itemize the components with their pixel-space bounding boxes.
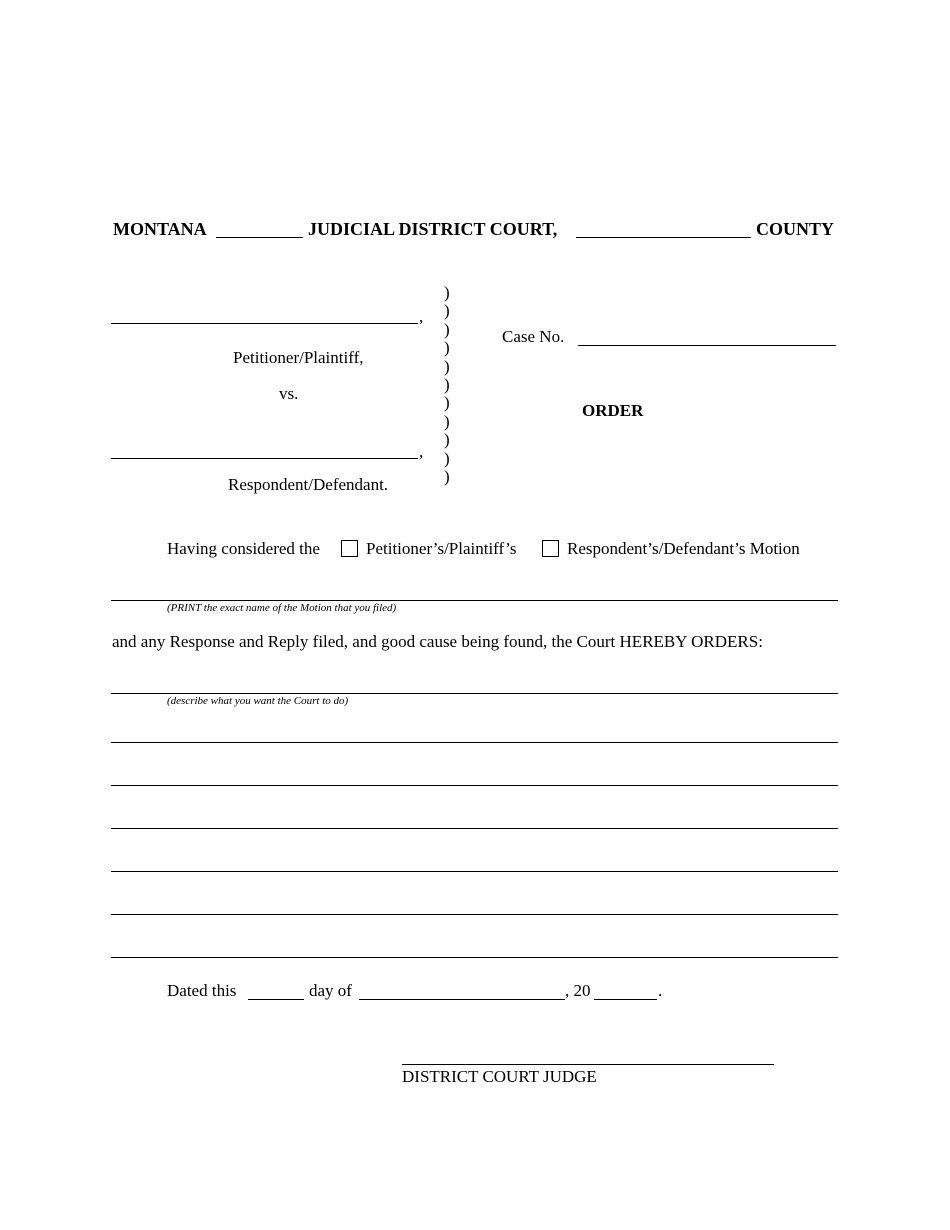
caption-divider (444, 284, 458, 486)
order-line[interactable] (111, 871, 838, 872)
versus-label: vs. (279, 384, 299, 403)
petitioner-option-label: Petitioner’s/Plaintiff’s (366, 539, 517, 558)
document-title: ORDER (582, 401, 644, 420)
county-name-blank[interactable] (576, 237, 751, 238)
case-no-label: Case No. (502, 327, 565, 346)
respondent-motion-checkbox[interactable] (542, 540, 559, 557)
order-line[interactable] (111, 957, 838, 958)
respondent-name-blank[interactable] (111, 458, 418, 459)
case-number-blank[interactable] (578, 345, 836, 346)
caption-paren: ) (444, 301, 450, 321)
motion-name-field[interactable] (111, 600, 838, 601)
petitioner-name-blank[interactable] (111, 323, 418, 324)
caption-paren: ) (444, 430, 450, 450)
respondent-label: Respondent/Defendant. (228, 475, 389, 494)
order-hint: (describe what you want the Court to do) (167, 695, 349, 707)
caption-paren: ) (444, 375, 450, 395)
judge-signature-line[interactable] (402, 1064, 774, 1065)
caption-paren: ) (444, 319, 450, 339)
having-considered-text: Having considered the (167, 539, 320, 558)
caption-paren: ) (444, 283, 450, 302)
order-line[interactable] (111, 742, 838, 743)
header-montana: MONTANA (113, 219, 207, 239)
petitioner-label: Petitioner/Plaintiff, (233, 348, 364, 367)
month-blank[interactable] (359, 999, 565, 1000)
caption-paren: ) (444, 356, 450, 376)
order-line[interactable] (111, 828, 838, 829)
judge-signature-label: DISTRICT COURT JUDGE (402, 1067, 597, 1086)
petitioner-comma: , (419, 307, 424, 326)
caption-paren: ) (444, 467, 450, 487)
response-sentence: and any Response and Reply filed, and good cause being found, the Court HEREBY ORDERS: (112, 632, 763, 651)
order-line[interactable] (111, 693, 838, 694)
motion-hint: (PRINT the exact name of the Motion that you filed) (167, 602, 397, 614)
order-line[interactable] (111, 785, 838, 786)
caption-paren: ) (444, 338, 450, 358)
caption-paren: ) (444, 448, 450, 468)
header-court: JUDICIAL DISTRICT COURT, (308, 219, 558, 239)
petitioner-motion-checkbox[interactable] (341, 540, 358, 557)
caption-paren: ) (444, 393, 450, 413)
respondent-option-label: Respondent’s/Defendant’s Motion (567, 539, 800, 558)
year-prefix: , 20 (565, 981, 591, 1000)
dated-period: . (658, 981, 663, 1000)
judicial-district-blank[interactable] (216, 237, 303, 238)
day-of-text: day of (309, 981, 352, 1000)
respondent-comma: , (419, 442, 424, 461)
caption-paren: ) (444, 411, 450, 431)
day-blank[interactable] (248, 999, 304, 1000)
order-line[interactable] (111, 914, 838, 915)
year-blank[interactable] (594, 999, 657, 1000)
dated-prefix: Dated this (167, 981, 237, 1000)
header-county: COUNTY (756, 219, 835, 239)
